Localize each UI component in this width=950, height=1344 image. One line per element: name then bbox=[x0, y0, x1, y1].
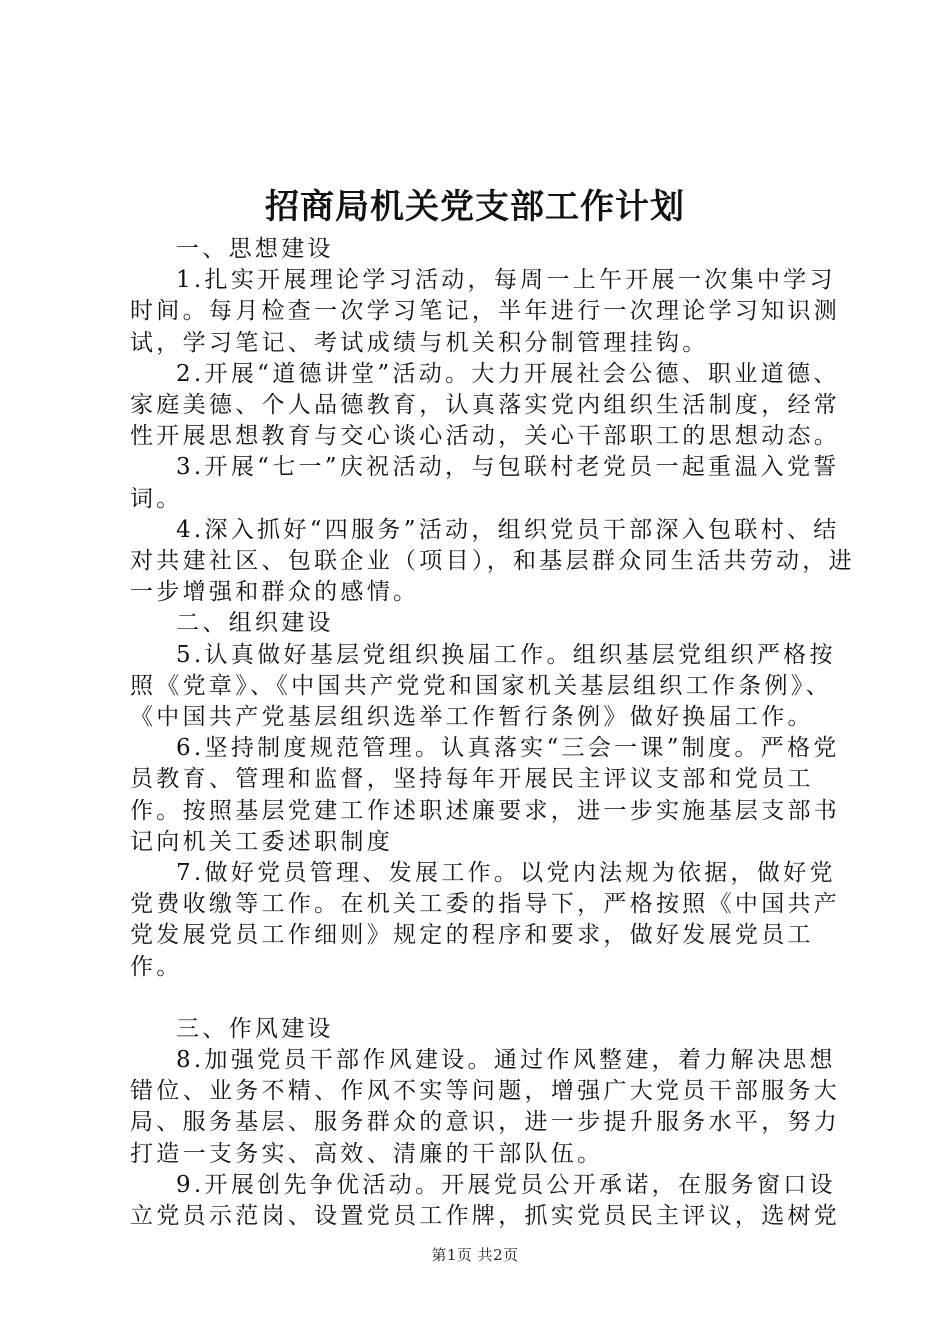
document-title: 招商局机关党支部工作计划 bbox=[265, 187, 685, 227]
paragraph-8: 8.加强党员干部作风建设。通过作风整建，着力解决思想错位、业务不精、作风不实等问题，增强广大党员干部服务大局、服务基层、服务群众的意识，进一步提升服务水平，努力打造一支务实、高效、清廉的干部队伍。 bbox=[130, 1047, 841, 1167]
paragraph-9: 9.开展创先争优活动。开展党员公开承诺，在服务窗口设立党员示范岗、设置党员工作牌，抓实党员民主评议，选树党 bbox=[130, 1171, 841, 1230]
page-number-footer: 第1页 共2页 bbox=[431, 1246, 519, 1264]
section-heading-ideology: 一、思想建设 bbox=[176, 236, 334, 262]
paragraph-5: 5.认真做好基层党组织换届工作。组织基层党组织严格按照《党章》、《中国共产党党和国家机关基层组织工作条例》、《中国共产党基层组织选举工作暂行条例》做好换届工作。 bbox=[130, 641, 836, 731]
paragraph-3: 3.开展“七一”庆祝活动，与包联村老党员一起重温入党誓词。 bbox=[130, 454, 840, 512]
paragraph-2: 2.开展“道德讲堂”活动。大力开展社会公德、职业道德、家庭美德、个人品德教育，认真落实党内组织生活制度，经常性开展思想教育与交心谈心活动，关心干部职工的思想动态。 bbox=[130, 360, 841, 450]
paragraph-6: 6.坚持制度规范管理。认真落实“三会一课”制度。严格党员教育、管理和监督，坚持每年开展民主评议支部和党员工作。按照基层党建工作述职述廉要求，进一步实施基层支部书记向机关工委述职制度 bbox=[130, 735, 841, 855]
section-heading-organization: 二、组织建设 bbox=[176, 610, 334, 637]
section-heading-work-style: 三、作风建设 bbox=[176, 1015, 334, 1042]
document-body bbox=[130, 234, 855, 1232]
paragraph-4: 4.深入抓好“四服务”活动，组织党员干部深入包联村、结对共建社区、包联企业（项目），和基层群众同生活共劳动，进一步增强和群众的感情。 bbox=[130, 516, 855, 606]
blank-line bbox=[130, 983, 855, 1014]
paragraph-7: 7.做好党员管理、发展工作。以党内法规为依据，做好党党费收缴等工作。在机关工委的指导下，严格按照《中国共产党发展党员工作细则》规定的程序和要求，做好发展党员工作。 bbox=[130, 860, 841, 980]
paragraph-1: 1.扎实开展理论学习活动，每周一上午开展一次集中学习时间。每月检查一次学习笔记，半年进行一次理论学习知识测试，学习笔记、考试成绩与机关积分制管理挂钩。 bbox=[130, 267, 841, 356]
